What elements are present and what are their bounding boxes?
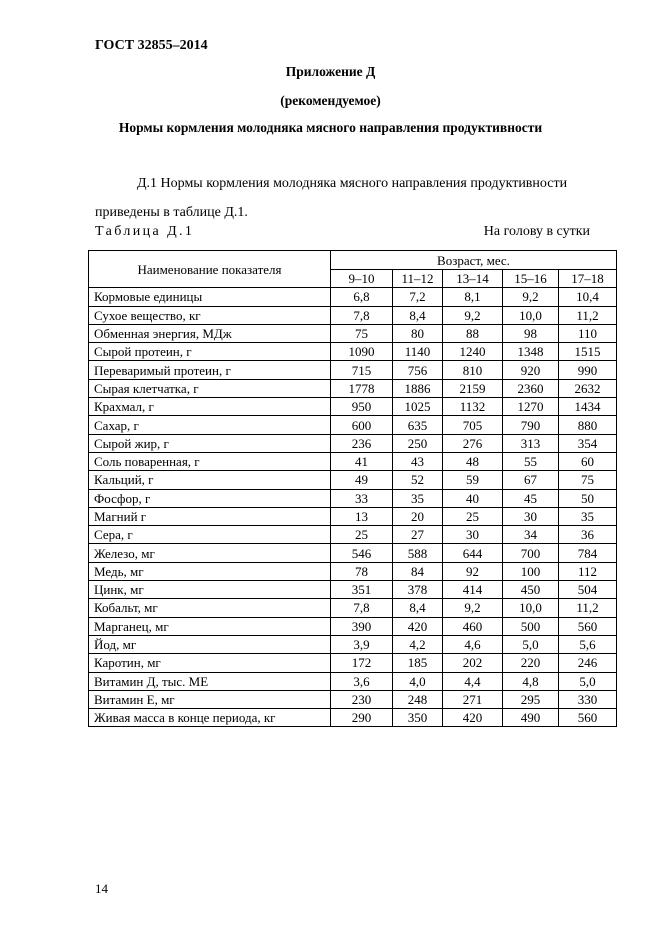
value-cell: 25 bbox=[443, 507, 503, 525]
appendix-heading: Нормы кормления молодняка мясного направления продуктивности bbox=[118, 120, 543, 135]
value-cell: 43 bbox=[393, 452, 443, 470]
table-row bbox=[89, 379, 617, 397]
table-row bbox=[89, 635, 617, 653]
value-cell: 34 bbox=[503, 526, 559, 544]
value-cell: 5,6 bbox=[559, 635, 617, 653]
value-cell: 33 bbox=[331, 489, 393, 507]
value-cell: 8,4 bbox=[393, 599, 443, 617]
value-cell: 49 bbox=[331, 471, 393, 489]
indicator-name-cell: Сырой протеин, г bbox=[89, 343, 331, 361]
page-number: 14 bbox=[95, 881, 108, 896]
value-cell: 27 bbox=[393, 526, 443, 544]
value-cell: 2632 bbox=[559, 379, 617, 397]
column-header-indicator: Наименование показателя bbox=[89, 251, 331, 288]
table-row bbox=[89, 343, 617, 361]
value-cell: 500 bbox=[503, 617, 559, 635]
value-cell: 6,8 bbox=[331, 288, 393, 306]
value-cell: 546 bbox=[331, 544, 393, 562]
value-cell: 4,0 bbox=[393, 672, 443, 690]
value-cell: 313 bbox=[503, 434, 559, 452]
indicator-name-cell: Кормовые единицы bbox=[89, 288, 331, 306]
value-cell: 172 bbox=[331, 654, 393, 672]
table-row bbox=[89, 416, 617, 434]
appendix-status: (рекомендуемое) bbox=[280, 93, 381, 108]
value-cell: 390 bbox=[331, 617, 393, 635]
value-cell: 10,0 bbox=[503, 599, 559, 617]
value-cell: 420 bbox=[393, 617, 443, 635]
value-cell: 2360 bbox=[503, 379, 559, 397]
indicator-name-cell: Йод, мг bbox=[89, 635, 331, 653]
value-cell: 3,6 bbox=[331, 672, 393, 690]
age-column-header: 9–10 bbox=[331, 270, 393, 288]
value-cell: 560 bbox=[559, 709, 617, 727]
table-row bbox=[89, 452, 617, 470]
value-cell: 9,2 bbox=[443, 306, 503, 324]
value-cell: 295 bbox=[503, 690, 559, 708]
table-row bbox=[89, 709, 617, 727]
value-cell: 112 bbox=[559, 562, 617, 580]
indicator-name-cell: Обменная энергия, МДж bbox=[89, 324, 331, 342]
intro-paragraph bbox=[95, 169, 615, 227]
value-cell: 98 bbox=[503, 324, 559, 342]
table-row bbox=[89, 489, 617, 507]
age-column-header: 13–14 bbox=[443, 270, 503, 288]
value-cell: 4,8 bbox=[503, 672, 559, 690]
table-row bbox=[89, 690, 617, 708]
table-row bbox=[89, 617, 617, 635]
value-cell: 7,8 bbox=[331, 599, 393, 617]
value-cell: 810 bbox=[443, 361, 503, 379]
indicator-name-cell: Кобальт, мг bbox=[89, 599, 331, 617]
indicator-name-cell: Витамин Д, тыс. МЕ bbox=[89, 672, 331, 690]
value-cell: 8,4 bbox=[393, 306, 443, 324]
value-cell: 10,0 bbox=[503, 306, 559, 324]
value-cell: 460 bbox=[443, 617, 503, 635]
age-column-header: 17–18 bbox=[559, 270, 617, 288]
value-cell: 1886 bbox=[393, 379, 443, 397]
value-cell: 80 bbox=[393, 324, 443, 342]
table-row bbox=[89, 398, 617, 416]
age-column-header: 11–12 bbox=[393, 270, 443, 288]
value-cell: 110 bbox=[559, 324, 617, 342]
indicator-name-cell: Магний г bbox=[89, 507, 331, 525]
table-row bbox=[89, 562, 617, 580]
value-cell: 41 bbox=[331, 452, 393, 470]
value-cell: 30 bbox=[503, 507, 559, 525]
indicator-name-cell: Живая масса в конце периода, кг bbox=[89, 709, 331, 727]
value-cell: 420 bbox=[443, 709, 503, 727]
document-standard-code: ГОСТ 32855–2014 bbox=[95, 38, 208, 53]
value-cell: 30 bbox=[443, 526, 503, 544]
table-row bbox=[89, 288, 617, 306]
indicator-name-cell: Цинк, мг bbox=[89, 581, 331, 599]
value-cell: 560 bbox=[559, 617, 617, 635]
value-cell: 450 bbox=[503, 581, 559, 599]
value-cell: 5,0 bbox=[559, 672, 617, 690]
value-cell: 700 bbox=[503, 544, 559, 562]
value-cell: 45 bbox=[503, 489, 559, 507]
indicator-name-cell: Переваримый протеин, г bbox=[89, 361, 331, 379]
value-cell: 920 bbox=[503, 361, 559, 379]
value-cell: 9,2 bbox=[503, 288, 559, 306]
table-row bbox=[89, 361, 617, 379]
value-cell: 354 bbox=[559, 434, 617, 452]
value-cell: 378 bbox=[393, 581, 443, 599]
value-cell: 490 bbox=[503, 709, 559, 727]
value-cell: 4,6 bbox=[443, 635, 503, 653]
value-cell: 48 bbox=[443, 452, 503, 470]
table-row bbox=[89, 507, 617, 525]
value-cell: 100 bbox=[503, 562, 559, 580]
table-row bbox=[89, 672, 617, 690]
appendix-title: Приложение Д bbox=[285, 64, 376, 79]
table-row bbox=[89, 654, 617, 672]
value-cell: 950 bbox=[331, 398, 393, 416]
value-cell: 230 bbox=[331, 690, 393, 708]
value-cell: 84 bbox=[393, 562, 443, 580]
value-cell: 246 bbox=[559, 654, 617, 672]
value-cell: 4,2 bbox=[393, 635, 443, 653]
value-cell: 1025 bbox=[393, 398, 443, 416]
indicator-name-cell: Каротин, мг bbox=[89, 654, 331, 672]
value-cell: 7,8 bbox=[331, 306, 393, 324]
value-cell: 504 bbox=[559, 581, 617, 599]
value-cell: 588 bbox=[393, 544, 443, 562]
value-cell: 35 bbox=[559, 507, 617, 525]
indicator-name-cell: Медь, мг bbox=[89, 562, 331, 580]
value-cell: 330 bbox=[559, 690, 617, 708]
indicator-name-cell: Крахмал, г bbox=[89, 398, 331, 416]
indicator-name-cell: Сырой жир, г bbox=[89, 434, 331, 452]
value-cell: 35 bbox=[393, 489, 443, 507]
table-row bbox=[89, 434, 617, 452]
value-cell: 20 bbox=[393, 507, 443, 525]
value-cell: 1778 bbox=[331, 379, 393, 397]
value-cell: 10,4 bbox=[559, 288, 617, 306]
value-cell: 3,9 bbox=[331, 635, 393, 653]
value-cell: 7,2 bbox=[393, 288, 443, 306]
value-cell: 11,2 bbox=[559, 599, 617, 617]
value-cell: 40 bbox=[443, 489, 503, 507]
indicator-name-cell: Фосфор, г bbox=[89, 489, 331, 507]
table-caption bbox=[95, 224, 590, 244]
value-cell: 55 bbox=[503, 452, 559, 470]
value-cell: 1132 bbox=[443, 398, 503, 416]
value-cell: 644 bbox=[443, 544, 503, 562]
indicator-name-cell: Сырая клетчатка, г bbox=[89, 379, 331, 397]
value-cell: 88 bbox=[443, 324, 503, 342]
value-cell: 414 bbox=[443, 581, 503, 599]
value-cell: 1140 bbox=[393, 343, 443, 361]
value-cell: 1515 bbox=[559, 343, 617, 361]
value-cell: 9,2 bbox=[443, 599, 503, 617]
value-cell: 271 bbox=[443, 690, 503, 708]
value-cell: 248 bbox=[393, 690, 443, 708]
table-body bbox=[89, 288, 617, 727]
table-row bbox=[89, 599, 617, 617]
indicator-name-cell: Марганец, мг bbox=[89, 617, 331, 635]
value-cell: 705 bbox=[443, 416, 503, 434]
value-cell: 756 bbox=[393, 361, 443, 379]
value-cell: 92 bbox=[443, 562, 503, 580]
value-cell: 13 bbox=[331, 507, 393, 525]
value-cell: 1090 bbox=[331, 343, 393, 361]
value-cell: 5,0 bbox=[503, 635, 559, 653]
table-row bbox=[89, 324, 617, 342]
table-label: Таблица Д.1 bbox=[95, 224, 195, 239]
value-cell: 11,2 bbox=[559, 306, 617, 324]
indicator-name-cell: Сера, г bbox=[89, 526, 331, 544]
value-cell: 715 bbox=[331, 361, 393, 379]
value-cell: 25 bbox=[331, 526, 393, 544]
value-cell: 60 bbox=[559, 452, 617, 470]
table-row bbox=[89, 526, 617, 544]
value-cell: 236 bbox=[331, 434, 393, 452]
value-cell: 600 bbox=[331, 416, 393, 434]
indicator-name-cell: Железо, мг bbox=[89, 544, 331, 562]
value-cell: 202 bbox=[443, 654, 503, 672]
value-cell: 350 bbox=[393, 709, 443, 727]
indicator-name-cell: Сухое вещество, кг bbox=[89, 306, 331, 324]
value-cell: 75 bbox=[559, 471, 617, 489]
value-cell: 59 bbox=[443, 471, 503, 489]
feeding-norms-table bbox=[88, 250, 617, 727]
intro-line-1: Д.1 Нормы кормления молодняка мясного направления продуктивности bbox=[137, 176, 568, 191]
column-header-age: Возраст, мес. bbox=[331, 251, 617, 270]
indicator-name-cell: Кальций, г bbox=[89, 471, 331, 489]
table-row bbox=[89, 471, 617, 489]
value-cell: 1348 bbox=[503, 343, 559, 361]
value-cell: 290 bbox=[331, 709, 393, 727]
value-cell: 1270 bbox=[503, 398, 559, 416]
value-cell: 250 bbox=[393, 434, 443, 452]
value-cell: 990 bbox=[559, 361, 617, 379]
value-cell: 790 bbox=[503, 416, 559, 434]
indicator-name-cell: Сахар, г bbox=[89, 416, 331, 434]
value-cell: 67 bbox=[503, 471, 559, 489]
value-cell: 1240 bbox=[443, 343, 503, 361]
age-column-header: 15–16 bbox=[503, 270, 559, 288]
value-cell: 784 bbox=[559, 544, 617, 562]
value-cell: 276 bbox=[443, 434, 503, 452]
indicator-name-cell: Соль поваренная, г bbox=[89, 452, 331, 470]
table-row bbox=[89, 581, 617, 599]
indicator-name-cell: Витамин Е, мг bbox=[89, 690, 331, 708]
value-cell: 880 bbox=[559, 416, 617, 434]
value-cell: 185 bbox=[393, 654, 443, 672]
value-cell: 78 bbox=[331, 562, 393, 580]
value-cell: 2159 bbox=[443, 379, 503, 397]
value-cell: 220 bbox=[503, 654, 559, 672]
value-cell: 351 bbox=[331, 581, 393, 599]
table-unit-note: На голову в сутки bbox=[483, 224, 590, 239]
value-cell: 52 bbox=[393, 471, 443, 489]
table-row bbox=[89, 544, 617, 562]
value-cell: 36 bbox=[559, 526, 617, 544]
value-cell: 635 bbox=[393, 416, 443, 434]
value-cell: 50 bbox=[559, 489, 617, 507]
intro-line-2: приведены в таблице Д.1. bbox=[95, 205, 248, 220]
table-row bbox=[89, 306, 617, 324]
value-cell: 4,4 bbox=[443, 672, 503, 690]
value-cell: 75 bbox=[331, 324, 393, 342]
value-cell: 8,1 bbox=[443, 288, 503, 306]
value-cell: 1434 bbox=[559, 398, 617, 416]
